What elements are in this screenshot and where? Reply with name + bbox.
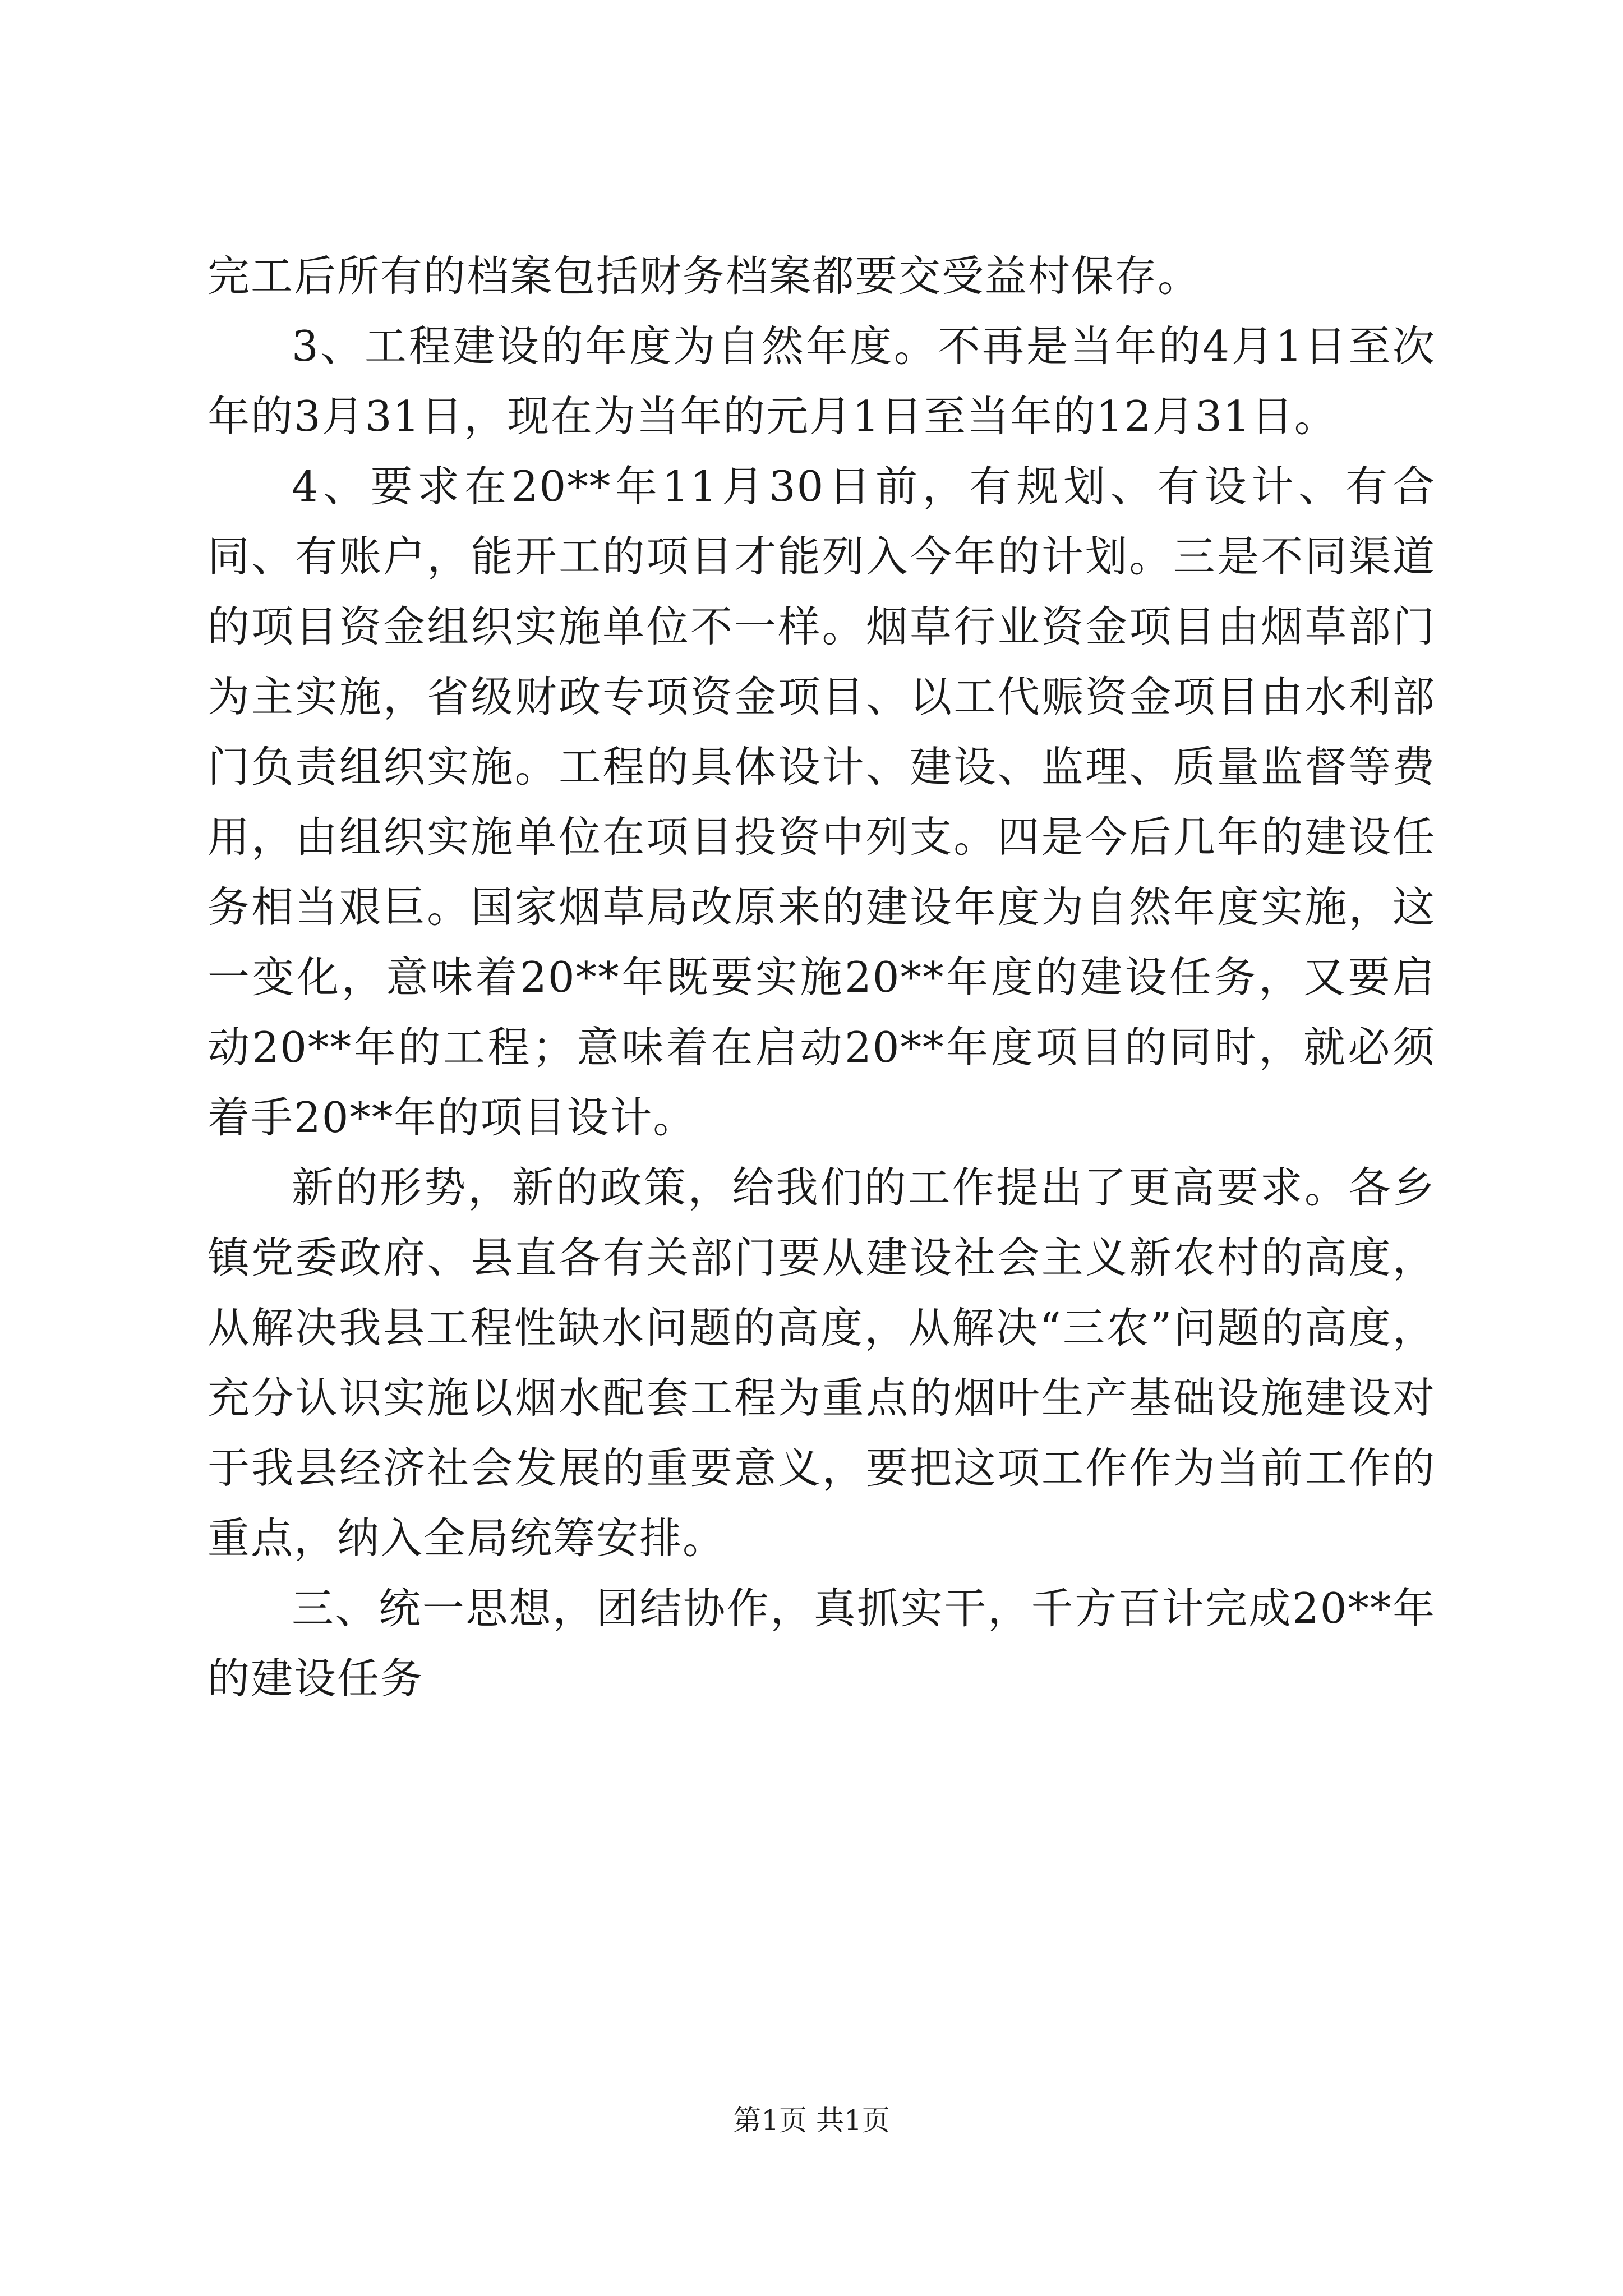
paragraph-item-4: 4、要求在20**年11月30日前，有规划、有设计、有合同、有账户，能开工的项目才能列入今年的计划。三是不同渠道的项目资金组织实施单位不一样。烟草行业资金项目由烟草部门为主实施，省级财政专项资金项目、以工代赈资金项目由水利部门负责组织实施。工程的具体设计、建设、监理、质量监督等费用，由组织实施单位在项目投资中列支。四是今后几年的建设任务相当艰巨。国家烟草局改原来的建设年度为自然年度实施，这一变化，意味着20**年既要实施20**年度的建设任务，又要启动20**年的工程；意味着在启动20**年度项目的同时，就必须着手20**年的项目设计。 (208, 462, 1436, 1142)
paragraph-new-situation: 新的形势，新的政策，给我们的工作提出了更高要求。各乡镇党委政府、县直各有关部门要从建设社会主义新农村的高度，从解决我县工程性缺水问题的高度，从解决“三农”问题的高度，充分认识实施以烟水配套工程为重点的烟叶生产基础设施建设对于我县经济社会发展的重要意义，要把这项工作作为当前工作的重点，纳入全局统筹安排。 (208, 1163, 1436, 1563)
paragraph-archive: 完工后所有的档案包括财务档案都要交受益村保存。 (208, 251, 1201, 301)
document-body (208, 241, 1436, 1714)
page-footer: 第1页 共1页 (733, 2104, 890, 2137)
paragraph-item-3: 3、工程建设的年度为自然年度。不再是当年的4月1日至次年的3月31日，现在为当年的元月1日至当年的12月31日。 (208, 321, 1436, 441)
section-heading-three: 三、统一思想，团结协作，真抓实干，千方百计完成20**年的建设任务 (208, 1584, 1436, 1703)
